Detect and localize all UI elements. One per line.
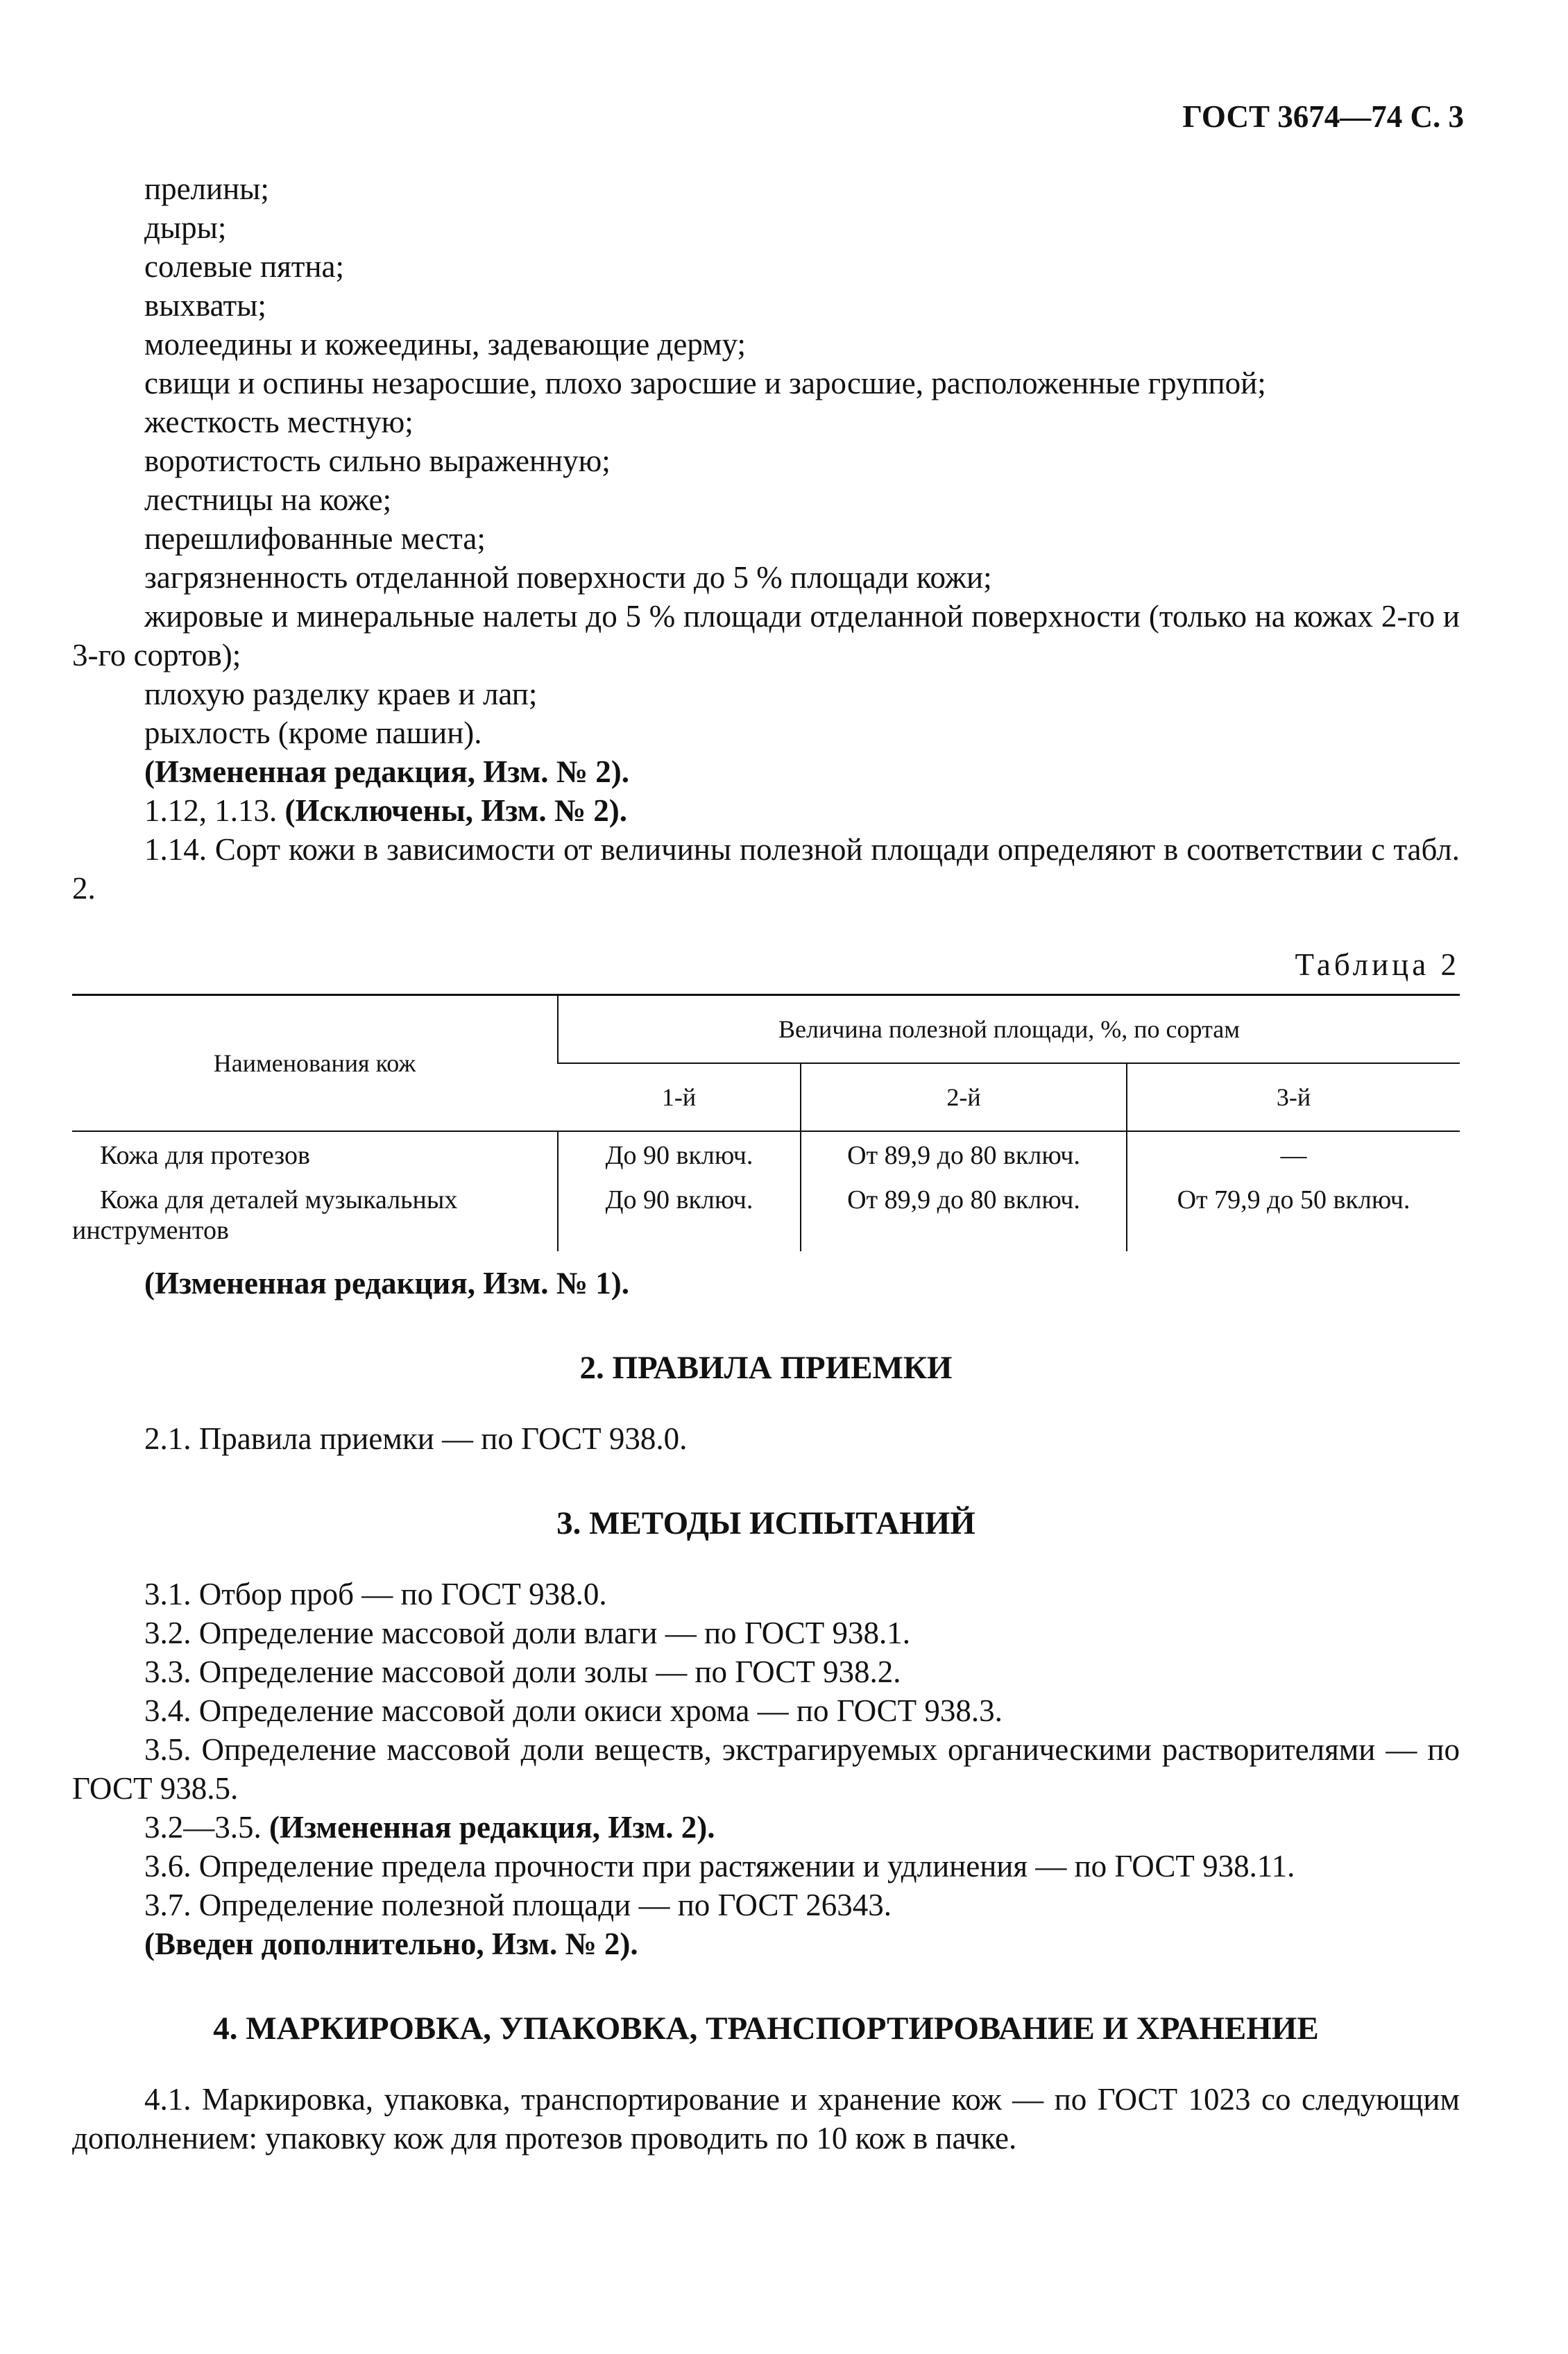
cell-grade-1: До 90 включ. — [558, 1131, 801, 1176]
col-header-grade: 1-й — [558, 1063, 801, 1131]
defect-item: лестницы на коже; — [144, 482, 392, 517]
col-header-name: Наименования кож — [72, 995, 558, 1132]
clause-4-1: 4.1. Маркировка, упаковка, транспортирование и хранение кож — по ГОСТ 1023 со следующим дополнением: упаковку кож для протезов проводить по 10 кож в пачке. — [72, 2082, 1460, 2156]
amendment-note: (Измененная редакция, Изм. № 1). — [144, 1266, 630, 1301]
section-heading: 4. МАРКИРОВКА, УПАКОВКА, ТРАНСПОРТИРОВАНИЕ И ХРАНЕНИЕ — [213, 2010, 1319, 2047]
defect-item: солевые пятна; — [144, 249, 345, 284]
row-name: Кожа для деталей музыкальных инструментов — [72, 1185, 458, 1245]
page-header: ГОСТ 3674—74 С. 3 — [1182, 99, 1464, 134]
defect-item: дыры; — [144, 210, 227, 245]
clause-1-14: 1.14. Сорт кожи в зависимости от величины полезной площади определяют в соответствии с табл. 2. — [72, 832, 1460, 906]
grade-table — [72, 994, 1460, 1251]
defect-item: загрязненность отделанной поверхности до 5 % площади кожи; — [144, 560, 992, 595]
clause-3-4: 3.4. Определение массовой доли окиси хрома — по ГОСТ 938.3. — [144, 1693, 1003, 1728]
defect-item: перешлифованные места; — [144, 521, 486, 556]
clause-number: 1.12, 1.13. — [144, 793, 278, 828]
clause-3-3: 3.3. Определение массовой доли золы — по ГОСТ 938.2. — [144, 1654, 901, 1689]
clause-3-7: 3.7. Определение полезной площади — по ГОСТ 26343. — [144, 1888, 892, 1922]
table-row — [72, 1131, 1460, 1176]
cell-grade-2: От 89,9 до 80 включ. — [801, 1131, 1127, 1176]
clause-3-6: 3.6. Определение предела прочности при растяжении и удлинения — по ГОСТ 938.11. — [144, 1849, 1295, 1883]
defect-item: воротистость сильно выраженную; — [144, 443, 611, 478]
cell-grade-3: — — [1127, 1131, 1460, 1176]
table-caption: Таблица 2 — [1295, 947, 1460, 982]
document-body — [72, 169, 1460, 2158]
defect-item: жесткость местную; — [144, 405, 414, 439]
defect-item: прелины; — [144, 171, 269, 206]
row-name: Кожа для протезов — [100, 1141, 310, 1170]
col-header-grade: 2-й — [801, 1063, 1127, 1131]
defect-item: выхваты; — [144, 288, 266, 323]
clause-number: 3.2—3.5. — [144, 1810, 262, 1845]
clause-note: (Исключены, Изм. № 2). — [284, 793, 628, 828]
section-heading: 2. ПРАВИЛА ПРИЕМКИ — [579, 1350, 953, 1386]
defect-item: молеедины и кожеедины, задевающие дерму; — [144, 327, 747, 362]
cell-grade-1: До 90 включ. — [558, 1176, 801, 1251]
table-row — [72, 1176, 1460, 1251]
section-heading: 3. МЕТОДЫ ИСПЫТАНИЙ — [556, 1505, 975, 1541]
defect-item: рыхлость (кроме пашин). — [144, 715, 482, 750]
col-header-group: Величина полезной площади, %, по сортам — [558, 995, 1460, 1064]
defect-item-long: жировые и минеральные налеты до 5 % площади отделанной поверхности (только на кожах 2-го и 3-го сортов); — [72, 599, 1460, 672]
clause-note: (Измененная редакция, Изм. 2). — [269, 1810, 715, 1845]
clause-3-2: 3.2. Определение массовой доли влаги — по ГОСТ 938.1. — [144, 1616, 910, 1650]
amendment-note: (Измененная редакция, Изм. № 2). — [144, 754, 630, 789]
clause-2-1: 2.1. Правила приемки — по ГОСТ 938.0. — [144, 1421, 688, 1456]
defect-item: свищи и оспины незаросшие, плохо заросшие и заросшие, расположенные группой; — [144, 366, 1266, 400]
defect-item: плохую разделку краев и лап; — [144, 677, 538, 711]
amendment-note: (Введен дополнительно, Изм. № 2). — [144, 1927, 638, 1961]
cell-grade-3: От 79,9 до 50 включ. — [1127, 1176, 1460, 1251]
clause-3-1: 3.1. Отбор проб — по ГОСТ 938.0. — [144, 1577, 607, 1611]
cell-grade-2: От 89,9 до 80 включ. — [801, 1176, 1127, 1251]
clause-3-5: 3.5. Определение массовой доли веществ, экстрагируемых органическими растворителями — по ГОСТ 938.5. — [72, 1732, 1460, 1806]
clause-3-2-3-5 — [72, 1808, 1460, 1847]
col-header-grade: 3-й — [1127, 1063, 1460, 1131]
clause-1-12 — [72, 791, 1460, 830]
